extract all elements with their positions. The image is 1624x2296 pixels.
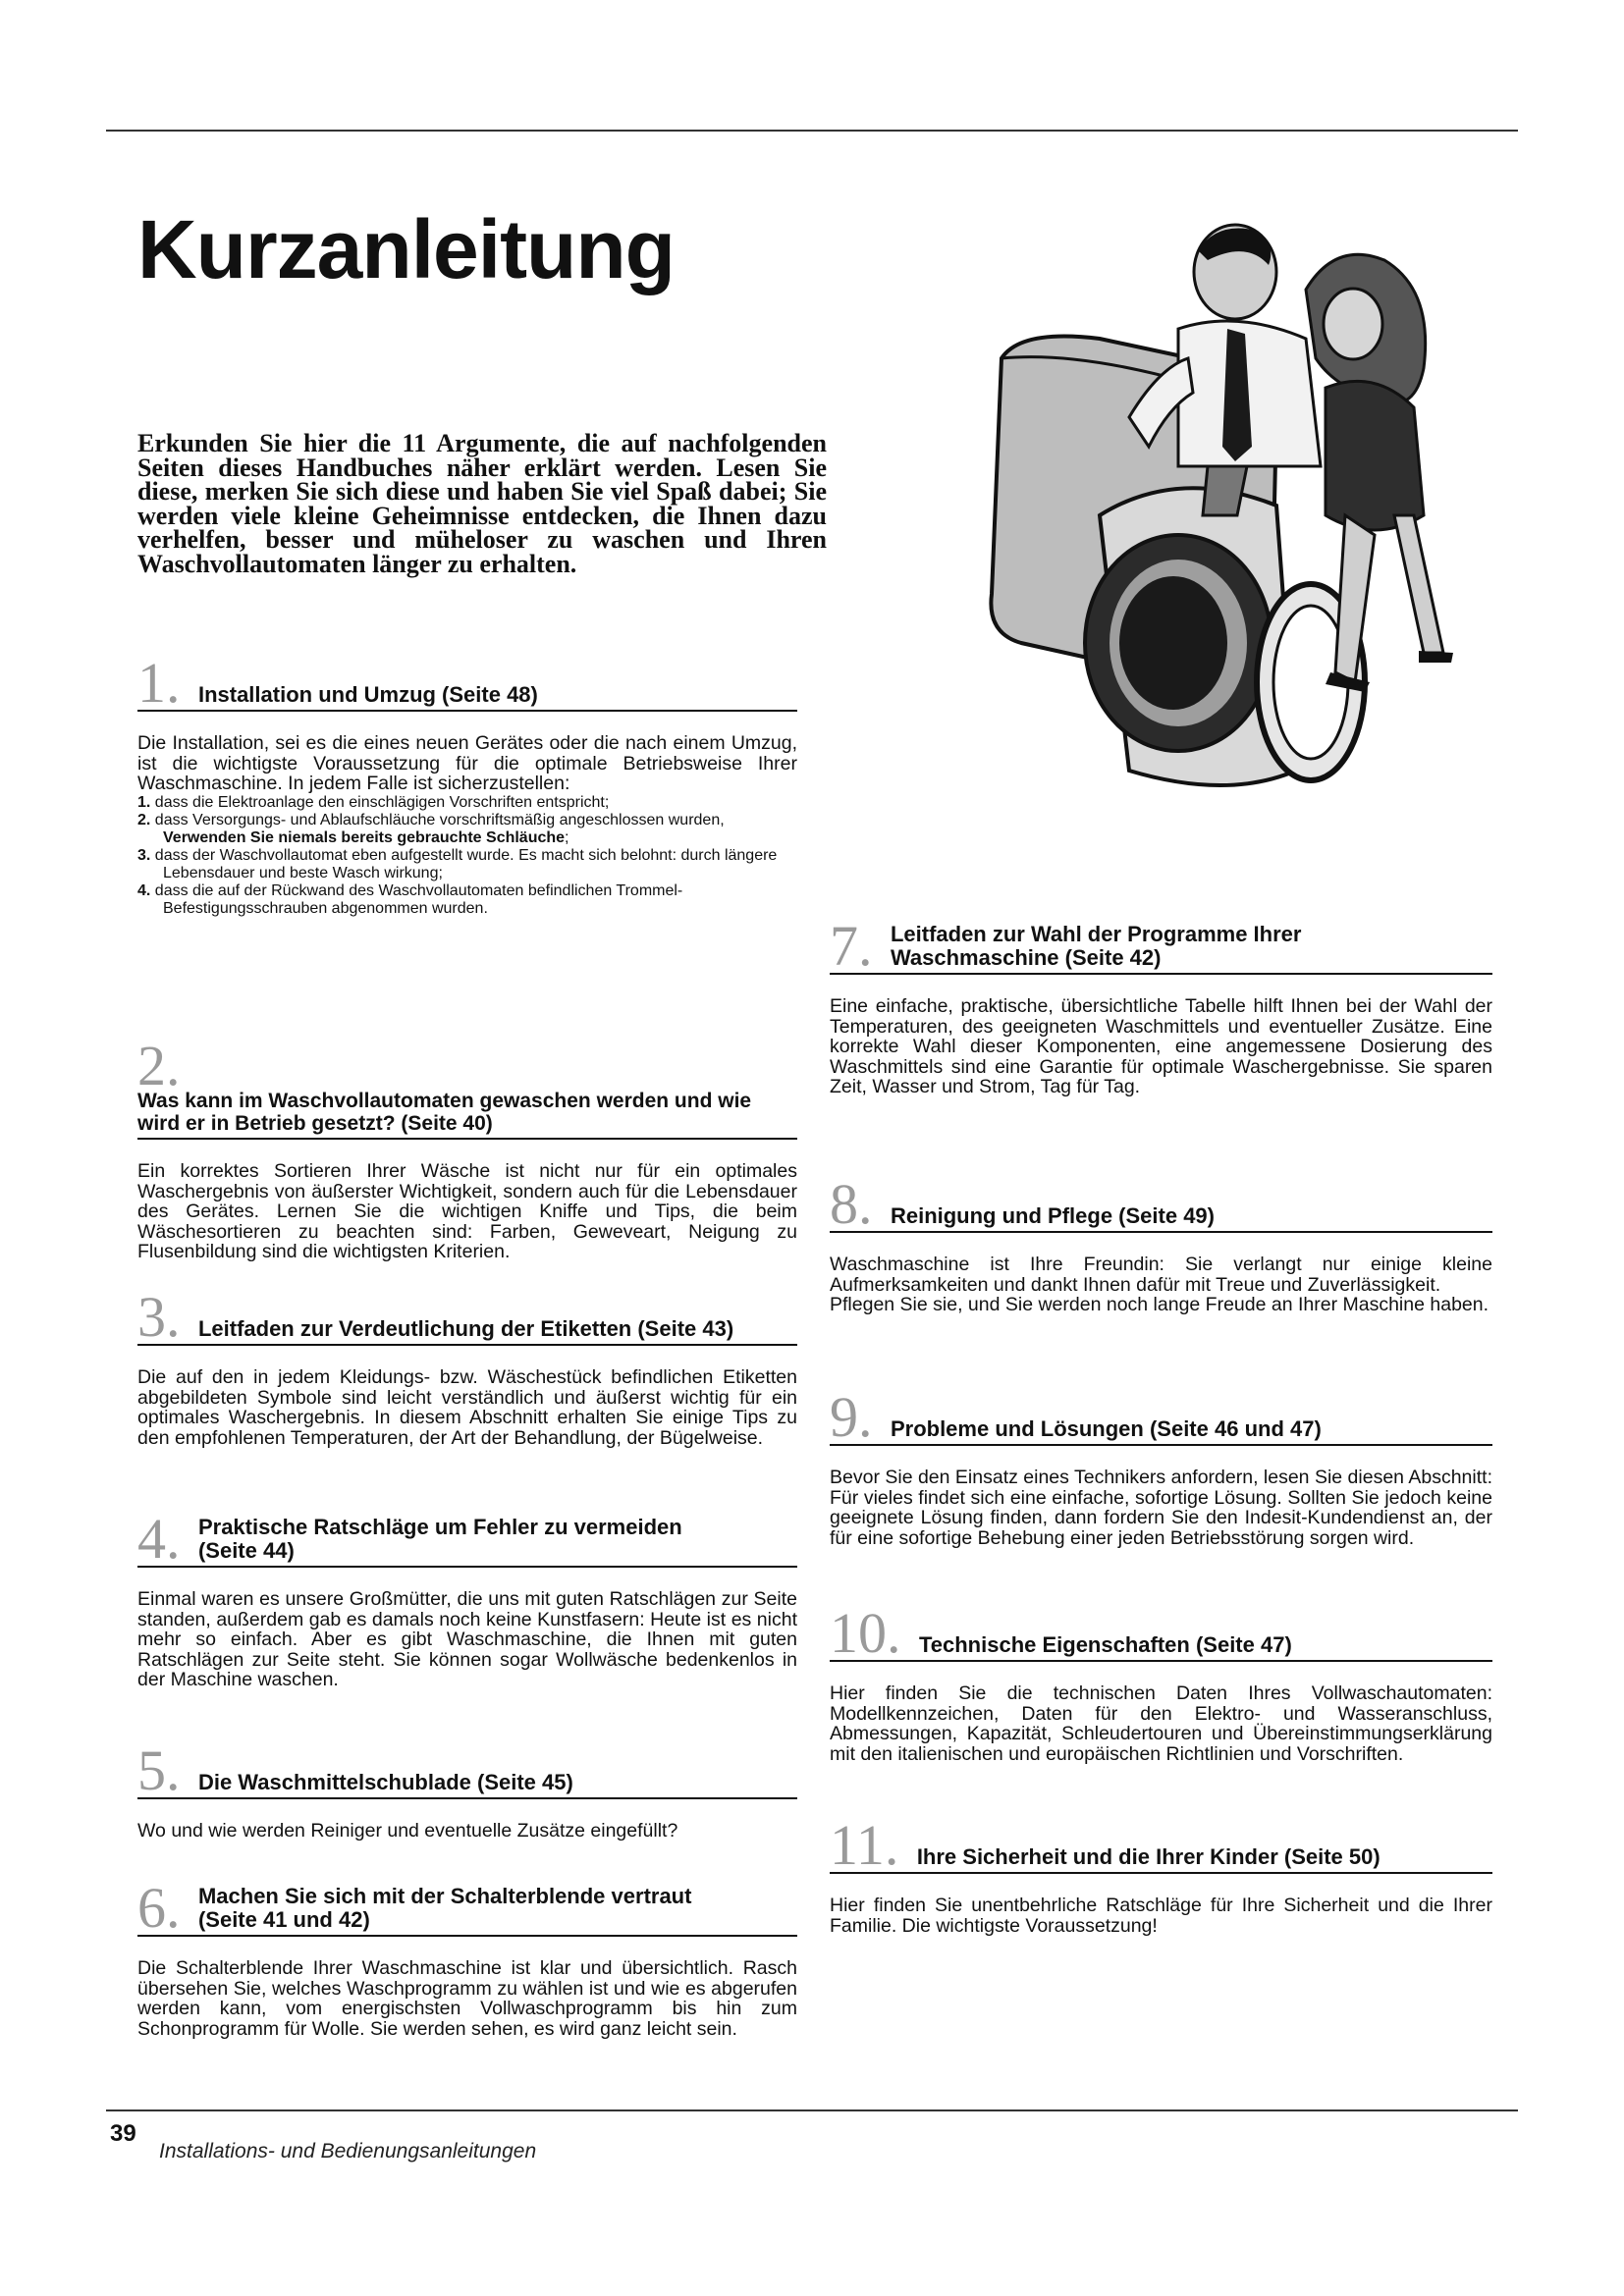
section-body: Waschmaschine ist Ihre Freundin: Sie verlangt nur einige kleine Aufmerksamkeiten und dankt Ihnen dafür mit Treue und Zuverlässigkeit.: [830, 1254, 1492, 1296]
section-5: [137, 1738, 797, 1842]
section-heading: Leitfaden zur Verdeutlichung der Etiketten (Seite 43): [197, 1316, 734, 1341]
section-heading: Probleme und Lösungen (Seite 46 und 47): [890, 1416, 1322, 1441]
list-item: 2. dass Versorgungs- und Ablaufschläuche vorschriftsmäßig angeschlossen wurden, Verwenden Sie niemals bereits gebrauchte Schläuche;: [137, 811, 725, 846]
section-header: 9. Probleme und Lösungen (Seite 46 und 47): [830, 1394, 1492, 1446]
section-heading: Die Waschmittelschublade (Seite 45): [197, 1770, 573, 1794]
section-heading: Technische Eigenschaften (Seite 47): [918, 1632, 1292, 1657]
section-body: Bevor Sie den Einsatz eines Technikers anfordern, lesen Sie diesen Abschnitt: Für vieles findet sich eine einfache, sofortige Lösung. Sollten Sie jedoch keine geeignete Lösung finden, dann fordern Sie den Indesit-Kundendienst an, der für eine sofortige Behebung einer jeden Betriebsstörung sorgen wird.: [830, 1467, 1492, 1549]
section-4: [137, 1507, 797, 1690]
section-9: [830, 1385, 1492, 1549]
section-number: 5: [137, 1738, 166, 1802]
section-header: 10. Technische Eigenschaften (Seite 47): [830, 1610, 1492, 1662]
section-heading: Was kann im Waschvollautomaten gewaschen werden und wie wird er in Betrieb gesetzt? (Seite 40): [137, 1090, 752, 1135]
section-body: Hier finden Sie unentbehrliche Ratschläge für Ihre Sicherheit und die Ihrer Familie. Die wichtigste Voraussetzung!: [830, 1895, 1492, 1937]
section-body: Hier finden Sie die technischen Daten Ihres Vollwaschautomaten: Modellkennzeichen, Daten für den Elektro- und Wasseranschluss, Abmessungen, Kapazität, Schleudertouren und Übereinstimmungserklärung mit den italienischen und europäischen Richtlinien und Vorschriften.: [830, 1682, 1492, 1765]
section-header: 5. Die Waschmittelschublade (Seite 45): [137, 1747, 797, 1799]
section-header: 8. Reinigung und Pflege (Seite 49): [830, 1181, 1492, 1233]
section-header: 7. Leitfaden zur Wahl der Programme Ihrer Waschmaschine (Seite 42): [830, 923, 1492, 975]
section-number: 11: [830, 1813, 885, 1877]
section-8: [830, 1172, 1492, 1315]
section-body: Die auf den in jedem Kleidungs- bzw. Wäschestück befindlichen Etiketten abgebildeten Symbole sind leicht verständlich und äußerst wichtig für ein optimales Waschergebnis. In diesem Abschnitt erhalten Sie einige Tips zu den empfohlenen Temperaturen, der Art der Behandlung, der Bügelweise.: [137, 1366, 797, 1449]
section-heading: Ihre Sicherheit und die Ihrer Kinder (Seite 50): [916, 1844, 1380, 1869]
section-body: Einmal waren es unsere Großmütter, die uns mit guten Ratschlägen zur Seite standen, außerdem gab es damals noch keine Kunstfasern: Heute ist es nicht mehr so einfach. Aber es gibt Waschmaschine, die Ihnen mit guten Ratschlägen zur Seite steht. Sie können sogar Wollwäsche bedenkenlos in der Maschine waschen.: [137, 1588, 797, 1690]
list-item: 1. dass die Elektroanlage den einschlägigen Vorschriften entspricht;: [137, 793, 610, 811]
intro-paragraph: Erkunden Sie hier die 11 Argumente, die auf nachfolgenden Seiten dieses Handbuches näher erklärt werden. Lesen Sie diese, merken Sie sich diese und haben Sie viel Spaß dabei; Sie werden viele kleine Geheimnisse entdecken, die Ihnen dazu verhelfen, besser und müheloser zu waschen und Ihren Waschvollautomaten länger zu erhalten.: [137, 429, 827, 578]
section-body: Ein korrektes Sortieren Ihrer Wäsche ist nicht nur für ein optimales Waschergebnis von äußerster Wichtigkeit, sondern auch für die Lebensdauer des Gerätes. Lernen Sie die wichtigen Kniffe und Tips, die beim Wäschesortieren zu beachten sind: Farben, Geweveart, Neigung zu Flusenbildung sind die wichtigsten Kriterien.: [137, 1160, 797, 1262]
section-heading: Reinigung und Pflege (Seite 49): [890, 1203, 1215, 1228]
section-1: [137, 651, 797, 918]
section-11: [830, 1813, 1492, 1937]
section-number: 9: [830, 1385, 858, 1449]
section-number: 8: [830, 1172, 858, 1236]
footer-text: Installations- und Bedienungsanleitungen: [159, 2140, 537, 2163]
section-body: Die Schalterblende Ihrer Waschmaschine ist klar und übersichtlich. Rasch übersehen Sie, welches Waschprogramm zu wählen ist und wie es abgerufen werden kann, vom energischsten Vollwaschprogramm bis hin zum Schonprogramm für Wolle. Sie werden sehen, es wird ganz leicht sein.: [137, 1957, 797, 2040]
couple-washing-machine-illustration: [982, 221, 1512, 805]
section-7: [830, 914, 1492, 1097]
list-item: 3. dass der Waschvollautomat eben aufgestellt wurde. Es macht sich belohnt: durch längere Lebensdauer und beste Wasch wirkung;: [137, 846, 778, 881]
section-10: [830, 1601, 1492, 1765]
section-header: 3. Leitfaden zur Verdeutlichung der Etiketten (Seite 43): [137, 1294, 797, 1346]
section-header: 4. Praktische Ratschläge um Fehler zu vermeiden (Seite 44): [137, 1516, 797, 1568]
section-header: 6. Machen Sie sich mit der Schalterblende vertraut (Seite 41 und 42): [137, 1885, 797, 1937]
list-item: 4. dass die auf der Rückwand des Waschvollautomaten befindlichen Trommel-Befestigungsschrauben abgenommen wurden.: [137, 881, 683, 917]
section-3: [137, 1285, 797, 1449]
section-number: 2: [137, 1034, 166, 1097]
section-heading: Leitfaden zur Wahl der Programme Ihrer Waschmaschine (Seite 42): [890, 922, 1302, 970]
section-heading: Machen Sie sich mit der Schalterblende vertraut (Seite 41 und 42): [197, 1884, 692, 1932]
section-header: 11. Ihre Sicherheit und die Ihrer Kinder (Seite 50): [830, 1822, 1492, 1874]
section-heading: Installation und Umzug (Seite 48): [197, 682, 538, 707]
section-number: 6: [137, 1876, 166, 1940]
page-number: 39: [110, 2120, 136, 2147]
section-number: 10: [830, 1601, 887, 1665]
top-rule: [106, 130, 1518, 132]
section-2: [137, 1034, 797, 1262]
section-6: [137, 1876, 797, 2040]
page-title: Kurzanleitung: [137, 203, 675, 295]
section-number: 7: [830, 914, 858, 978]
section-body: Wo und wie werden Reiniger und eventuelle Zusätze eingefüllt?: [137, 1820, 678, 1842]
footer-rule: [106, 2109, 1518, 2111]
section-header: 1. Installation und Umzug (Seite 48): [137, 660, 797, 712]
section-body: Die Installation, sei es die eines neuen Gerätes oder die nach einem Umzug, ist die wichtigste Voraussetzung für die optimale Betriebsweise Ihrer Waschmaschine. In jedem Falle ist sicherzustellen:: [137, 732, 797, 794]
warning-text: Verwenden Sie niemals bereits gebrauchte Schläuche: [163, 828, 566, 846]
section-number: 4: [137, 1507, 166, 1571]
section-number: 1: [137, 651, 166, 715]
section-number: 3: [137, 1285, 166, 1349]
section-heading: Praktische Ratschläge um Fehler zu vermeiden (Seite 44): [197, 1515, 682, 1563]
section-body: Eine einfache, praktische, übersichtliche Tabelle hilft Ihnen bei der Wahl der Temperaturen, des geeigneten Waschmittels und eventueller Zusätze. Eine korrekte Wahl dieser Komponenten, eine angemessene Dosierung des Waschmittels sind eine Garantie für optimale Waschergebnisse. Sie sparen Zeit, Wasser und Strom, Tag für Tag.: [830, 995, 1492, 1097]
section-header: 2. Was kann im Waschvollautomaten gewaschen werden und wie wird er in Betrieb gesetzt? (Seite 40): [137, 1042, 797, 1140]
requirements-list: [137, 794, 797, 918]
section-body-2: Pflegen Sie sie, und Sie werden noch lange Freude an Ihrer Maschine haben.: [830, 1294, 1489, 1315]
